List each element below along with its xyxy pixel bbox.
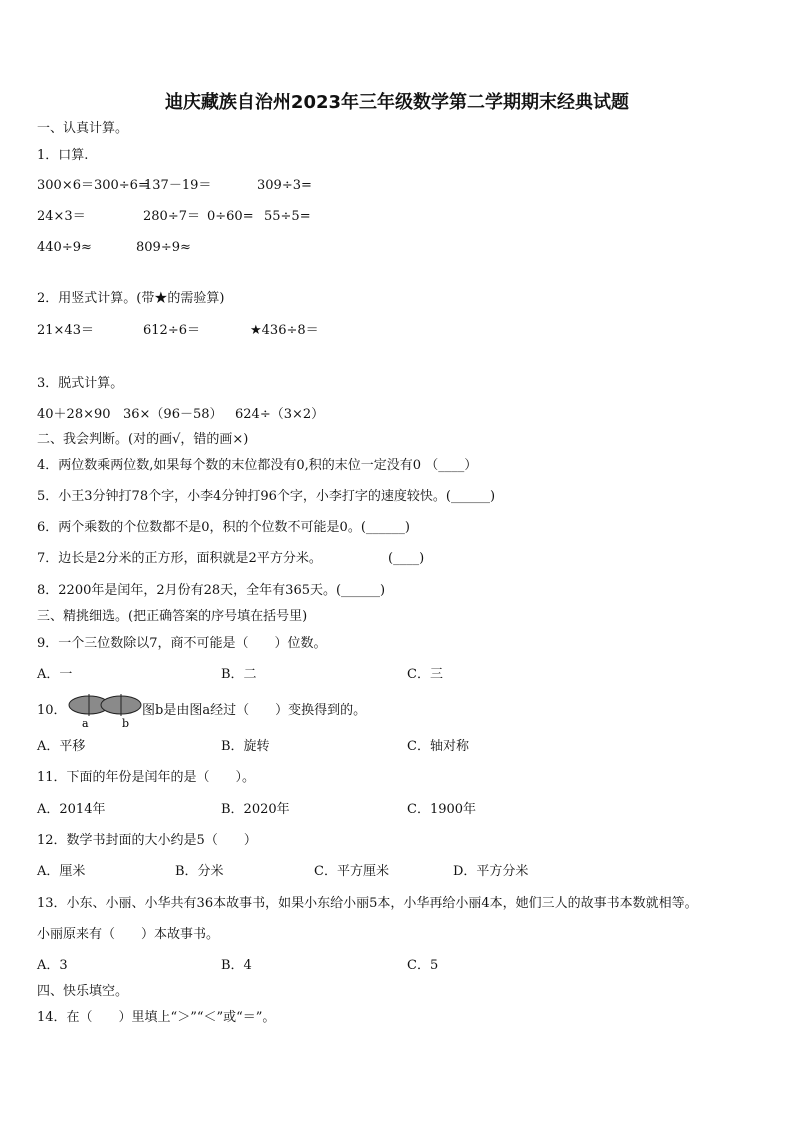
q1-item: 24×3＝ [37, 209, 86, 224]
q10-option: A．平移 [37, 739, 86, 754]
q10-option: C．轴对称 [407, 739, 469, 754]
q12-option: C．平方厘米 [314, 864, 389, 879]
q13-option: B．4 [221, 958, 252, 973]
figure-b-label: b [122, 717, 130, 730]
q1-item: 440÷9≈ [37, 240, 92, 255]
q10-number: 10． [37, 703, 67, 718]
q12-option: A．厘米 [37, 864, 86, 879]
q7-text: 7．边长是2分米的正方形，面积就是2平方分米。 [37, 551, 322, 566]
q8-text: 8．2200年是闰年，2月份有28天，全年有365天。(______) [37, 583, 386, 598]
q11-stem: 11．下面的年份是闰年的是（ ）。 [37, 770, 256, 785]
q11-option: C．1900年 [407, 802, 477, 817]
q3-item: 624÷（3×2） [235, 407, 325, 422]
q9-option: B．二 [221, 667, 257, 682]
q3-label: 3．脱式计算。 [37, 376, 124, 391]
q2-item: 21×43＝ [37, 323, 94, 338]
q5-text: 5．小王3分钟打78个字，小李4分钟打96个字，小李打字的速度较快。(______) [37, 489, 496, 504]
figure-a-label: a [82, 717, 89, 730]
q9-stem: 9．一个三位数除以7，商不可能是（ ）位数。 [37, 636, 327, 651]
q1-item: 280÷7＝ [143, 209, 200, 224]
q2-label: 2．用竖式计算。(带★的需验算) [37, 291, 225, 306]
q10-figure [64, 694, 142, 730]
section-2-heading: 二、我会判断。(对的画√，错的画×) [37, 432, 249, 447]
q3-item: 36×（96－58） [123, 407, 223, 422]
q11-option: A．2014年 [37, 802, 106, 817]
q9-option: A．一 [37, 667, 73, 682]
q12-option: B．分米 [175, 864, 224, 879]
q10-option: B．旋转 [221, 739, 270, 754]
section-4-heading: 四、快乐填空。 [37, 984, 129, 999]
q13-stem-line2: 小丽原来有（ ）本故事书。 [37, 927, 220, 942]
q13-stem-line1: 13．小东、小丽、小华共有36本故事书，如果小东给小丽5本，小华再给小丽4本，她们三人的故事书本数就相等。 [37, 896, 698, 911]
q3-item: 40＋28×90 [37, 407, 111, 422]
q11-option: B．2020年 [221, 802, 290, 817]
q13-option: C．5 [407, 958, 439, 973]
section-3-heading: 三、精挑细选。(把正确答案的序号填在括号里) [37, 609, 308, 624]
q12-option: D．平方分米 [453, 864, 529, 879]
q12-stem: 12．数学书封面的大小约是5（ ） [37, 833, 257, 848]
q13-option: A．3 [37, 958, 68, 973]
q6-text: 6．两个乘数的个位数都不是0，积的个位数不可能是0。(______) [37, 520, 410, 535]
q1-item: 809÷9≈ [136, 240, 191, 255]
q4-text: 4．两位数乘两位数,如果每个数的末位都没有0,积的末位一定没有0 （____） [37, 458, 478, 473]
page-title: 迪庆藏族自治州2023年三年级数学第二学期期末经典试题 [164, 92, 630, 113]
q7-answer-blank: (____) [388, 551, 425, 566]
q1-label: 1．口算. [37, 148, 89, 163]
q2-item: 612÷6＝ [143, 323, 200, 338]
q10-stem: 图b是由图a经过（ ）变换得到的。 [142, 703, 367, 718]
q1-item: 300×6＝300÷6= [37, 178, 149, 193]
q1-item: 309÷3= [257, 178, 312, 193]
q1-item: 137－19＝ [144, 178, 212, 193]
q1-item: 0÷60= [207, 209, 254, 224]
q14-text: 14．在（ ）里填上“＞”“＜”或“＝”。 [37, 1010, 276, 1025]
section-1-heading: 一、认真计算。 [37, 121, 129, 136]
q1-item: 55÷5= [264, 209, 311, 224]
q2-item: ★436÷8＝ [250, 323, 319, 338]
q9-option: C．三 [407, 667, 443, 682]
